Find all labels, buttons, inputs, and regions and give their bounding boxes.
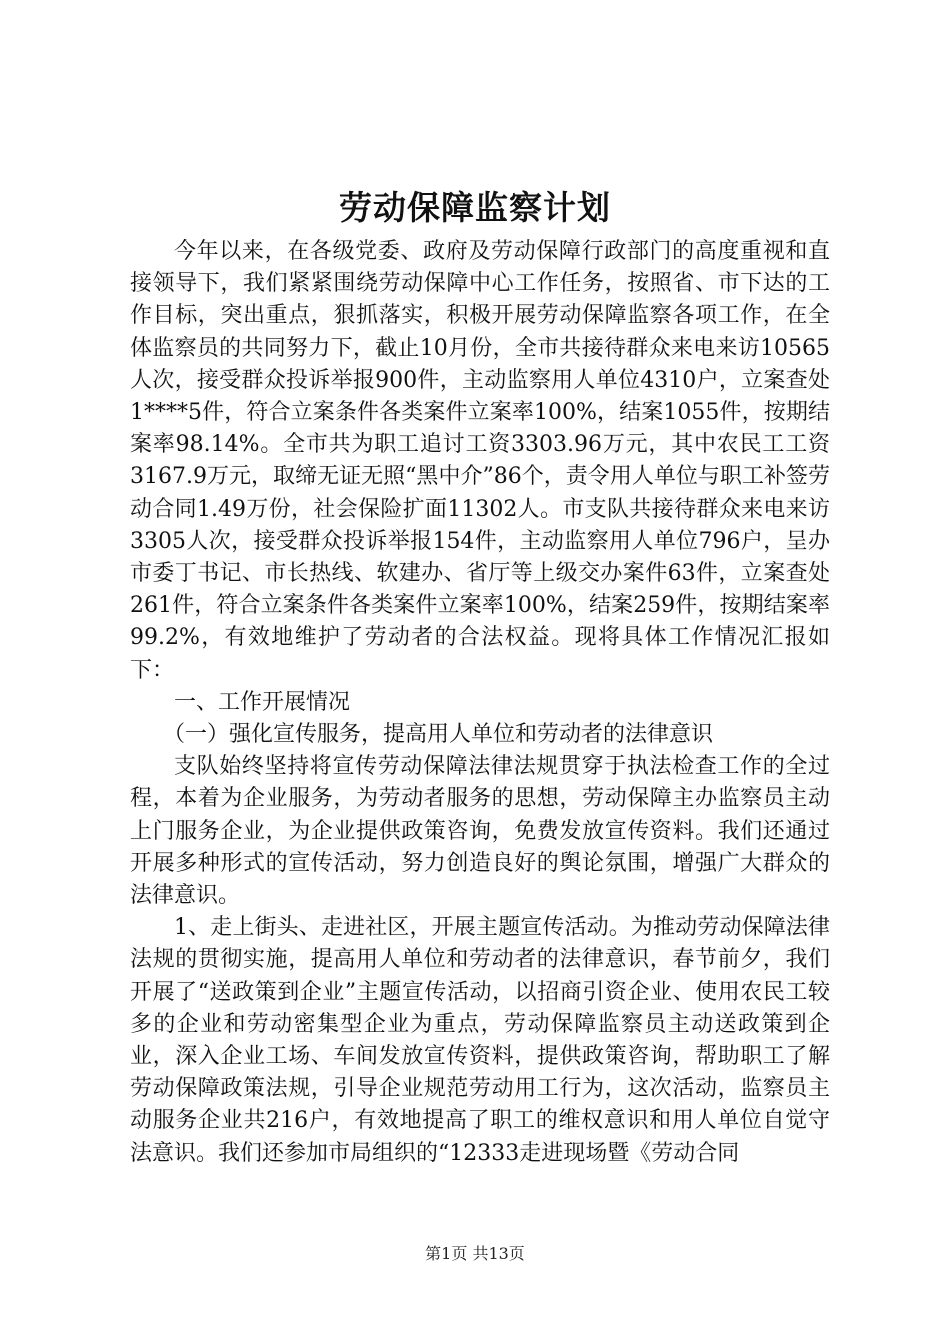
paragraph-intro: 今年以来，在各级党委、政府及劳动保障行政部门的高度重视和直接领导下，我们紧紧围绕劳动保障中心工作任务，按照省、市下达的工作目标，突出重点，狠抓落实，积极开展劳动保障监察各项工作，在全体监察员的共同努力下，截止10月份，全市共接待群众来电来访10565人次，接受群众投诉举报900件，主动监察用人单位4310户，立案查处1****5件，符合立案条件各类案件立案率100%，结案1055件，按期结案率98.14%。全市共为职工追讨工资3303.96万元，其中农民工工资3167.9万元，取缔无证无照“黑中介”86个，责令用人单位与职工补签劳动合同1.49万份，社会保险扩面11302人。市支队共接待群众来电来访3305人次，接受群众投诉举报154件，主动监察用人单位796户，呈办市委丁书记、市长热线、软建办、省厅等上级交办案件63件，立案查处261件，符合立案条件各类案件立案率100%，结案259件，按期结案率99.2%，有效地维护了劳动者的合法权益。现将具体工作情况汇报如下： (130, 239, 831, 683)
page-footer: 第1页 共13页 (425, 1244, 525, 1263)
document-title: 劳动保障监察计划 (339, 188, 611, 227)
paragraph-publicity: 支队始终坚持将宣传劳动保障法律法规贯穿于执法检查工作的全过程，本着为企业服务，为劳动者服务的思想，劳动保障主办监察员主动上门服务企业，为企业提供政策咨询，免费发放宣传资料。我们还通过开展多种形式的宣传活动，努力创造良好的舆论氛围，增强广大群众的法律意识。 (130, 754, 830, 909)
document-body (130, 236, 830, 1170)
section-heading: 一、工作开展情况 (174, 689, 351, 715)
subsection-heading: （一）强化宣传服务，提高用人单位和劳动者的法律意识 (163, 722, 714, 748)
paragraph-activity: 1、走上街头、走进社区，开展主题宣传活动。为推动劳动保障法律法规的贯彻实施，提高用人单位和劳动者的法律意识，春节前夕，我们开展了“送政策到企业”主题宣传活动，以招商引资企业、使用农民工较多的企业和劳动密集型企业为重点，劳动保障监察员主动送政策到企业，深入企业工场、车间发放宣传资料，提供政策咨询，帮助职工了解劳动保障政策法规，引导企业规范劳动用工行为，这次活动，监察员主动服务企业共216户，有效地提高了职工的维权意识和用人单位自觉守法意识。我们还参加市局组织的“12333走进现场暨《劳动合同 (130, 915, 830, 1166)
